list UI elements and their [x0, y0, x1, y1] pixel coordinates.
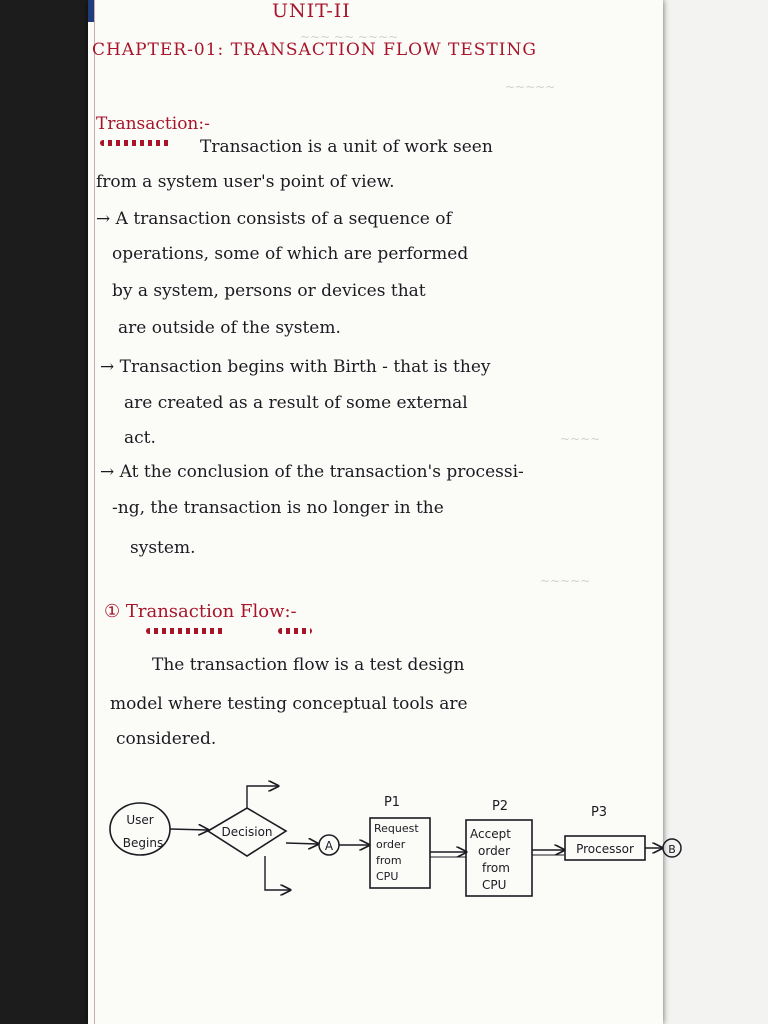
note-line: The transaction flow is a test design — [152, 655, 465, 675]
section-heading-transaction: Transaction:- — [96, 114, 210, 134]
margin-line — [94, 0, 95, 1024]
process-p1-text: CPU — [376, 870, 399, 883]
note-line: by a system, persons or devices that — [112, 281, 426, 301]
note-line: model where testing conceptual tools are — [110, 694, 468, 714]
process-p2-text: from — [482, 861, 510, 875]
start-node-label: User — [126, 813, 154, 827]
process-p2-text: CPU — [482, 878, 507, 892]
note-line: considered. — [116, 729, 217, 749]
bleed-through-text: ~~~~~ — [505, 80, 556, 94]
note-line: -ng, the transaction is no longer in the — [112, 498, 444, 518]
notebook-binding — [88, 0, 94, 22]
connector-a-label: A — [324, 839, 334, 853]
note-line: Transaction is a unit of work seen — [200, 137, 493, 157]
note-line: are created as a result of some external — [124, 393, 468, 413]
note-line: operations, some of which are performed — [112, 244, 469, 264]
bleed-through-text: ~~~~~ — [540, 574, 591, 588]
bleed-through-text: ~~~~ — [560, 432, 601, 446]
process-p3-text: Processor — [576, 842, 634, 856]
process-p1-label: P1 — [383, 795, 401, 810]
start-node-label: Begins — [122, 836, 164, 850]
note-line: → A transaction consists of a sequence of — [96, 209, 452, 229]
process-p1-text: Request — [374, 822, 419, 835]
process-p2-text: Accept — [470, 827, 511, 841]
note-line: are outside of the system. — [118, 318, 341, 338]
note-line: → Transaction begins with Birth - that is they — [100, 357, 491, 377]
decision-label: Decision — [221, 825, 273, 839]
note-line: system. — [130, 538, 196, 558]
heading-underline — [278, 628, 312, 634]
chapter-title: CHAPTER-01: TRANSACTION FLOW TESTING — [92, 40, 537, 60]
page-edge — [663, 0, 768, 1024]
process-p2-text: order — [478, 844, 510, 858]
process-p1-text: from — [376, 854, 402, 867]
heading-underline — [100, 140, 172, 146]
process-p3-label: P3 — [590, 805, 608, 820]
bleed-through-text: ~~~ ~~ ~~~~ — [300, 30, 399, 44]
section-heading-transaction-flow: ① Transaction Flow:- — [104, 601, 297, 622]
process-p1-text: order — [376, 838, 406, 851]
note-line: from a system user's point of view. — [96, 172, 395, 192]
process-p2-label: P2 — [491, 799, 509, 814]
connector-b-label: B — [668, 843, 676, 856]
note-line: act. — [124, 428, 156, 448]
heading-underline — [146, 628, 226, 634]
note-line: → At the conclusion of the transaction's processi- — [100, 462, 524, 482]
unit-title: UNIT-II — [272, 0, 351, 22]
